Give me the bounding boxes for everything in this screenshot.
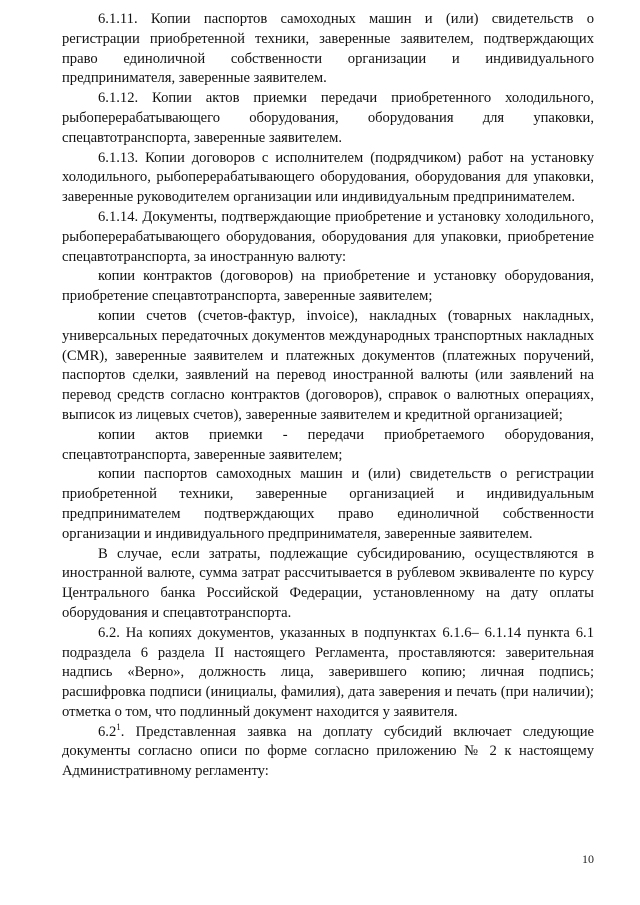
paragraph-text: . Представленная заявка на доплату субсидий включает следующие документы согласно описи по форме согласно приложению № 2 к настоящему Административному регламенту: — [62, 723, 594, 780]
document-page — [62, 10, 594, 782]
list-item-passports: копии паспортов самоходных машин и (или) свидетельств о регистрации приобретенной техники, заверенные организацией и индивидуальным предпринимателем подтверждающих право единоличной собственности организации и индивидуального предпринимателя, заверенные заявителем. — [62, 466, 594, 542]
paragraph-6-1-14: 6.1.14. Документы, подтверждающие приобретение и установку холодильного, рыбоперерабатывающего оборудования, оборудования для упаковки, приобретение спецавтотранспорта, за иностранную валюту: — [62, 208, 594, 265]
superscript-number: 1 — [116, 721, 121, 732]
page-number: 10 — [582, 852, 594, 866]
list-item-contracts: копии контрактов (договоров) на приобретение и установку оборудования, приобретение спецавтотранспорта, заверенные заявителем; — [62, 268, 594, 305]
list-item-invoices: копии счетов (счетов-фактур, invoice), накладных (товарных накладных, универсальных передаточных документов международных транспортных накладных (CMR), заверенные заявителем и платежных документов (платежных поручений, паспортов сделки, заявлений на перевод иностранной валюты (или заявлений на перевод средств согласно контрактов (договоров), справок о валютных операциях, выписок из лицевых счетов), заверенные заявителем и кредитной организацией; — [62, 307, 594, 423]
paragraph-foreign-currency: В случае, если затраты, подлежащие субсидированию, осуществляются в иностранной валюте, сумма затрат рассчитывается в рублевом эквиваленте по курсу Центрального банка Российской Федерации, установленному на дату оплаты оборудования и спецавтотранспорта. — [62, 545, 594, 621]
paragraph-6-1-11: 6.1.11. Копии паспортов самоходных машин и (или) свидетельств о регистрации приобретенной техники, заверенные заявителем, подтверждающих право единоличной собственности организации и индивидуального предпринимателя, заверенные заявителем. — [62, 11, 594, 87]
paragraph-6-1-12: 6.1.12. Копии актов приемки передачи приобретенного холодильного, рыбоперерабатывающего оборудования, оборудования для упаковки, спецавтотранспорта, заверенные заявителем. — [62, 90, 594, 146]
list-item-acceptance-acts: копии актов приемки - передачи приобретаемого оборудования, спецавтотранспорта, заверенные заявителем; — [62, 426, 594, 463]
paragraph-6-2: 6.2. На копиях документов, указанных в подпунктах 6.1.6– 6.1.14 пункта 6.1 подраздела 6 раздела II настоящего Регламента, проставляются: заверительная надпись «Верно», должность лица, заверившего копию; личная подпись; расшифровка подписи (инициалы, фамилия), дата заверения и печать (при наличии); отметка о том, что подлинный документ находится у заявителя. — [62, 624, 594, 720]
paragraph-6-2-1 — [62, 723, 594, 782]
paragraph-number: 6.2 — [98, 723, 117, 740]
paragraph-6-1-13: 6.1.13. Копии договоров с исполнителем (подрядчиком) работ на установку холодильного, рыбоперерабатывающего оборудования, оборудования для упаковки, заверенные руководителем организации или индивидуальным предпринимателем. — [62, 149, 594, 206]
